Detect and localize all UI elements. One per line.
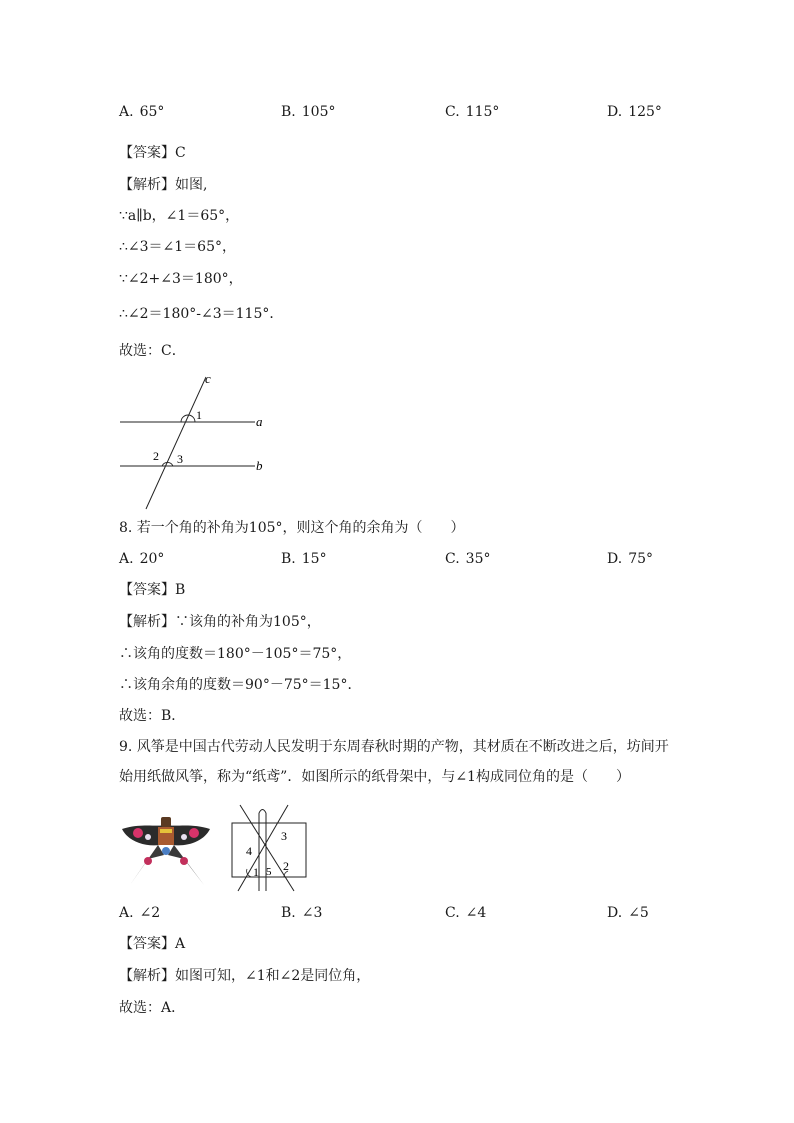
kite-flower bbox=[181, 834, 187, 840]
kite-right-tail bbox=[168, 845, 204, 885]
q9-analysis-line: 【解析】如图可知，∠1和∠2是同位角， bbox=[119, 968, 371, 984]
frame-label-5: 5 bbox=[266, 866, 272, 878]
q9-analysis-line: 故选：A． bbox=[119, 1000, 186, 1016]
q9-stem-line: 始用纸做风筝，称为“纸鸢”．如图所示的纸骨架中，与∠1构成同位角的是（ ） bbox=[119, 769, 630, 785]
q7-analysis-line: ∵a∥b，∠1＝65°， bbox=[119, 208, 240, 224]
kite-illustration bbox=[118, 815, 214, 887]
kite-frame-figure bbox=[230, 803, 312, 893]
q7-option-d: D. 125° bbox=[607, 104, 662, 120]
q9-stem-line: 9. 风筝是中国古代劳动人民发明于东周春秋时期的产物，其材质在不断改进之后，坊间开 bbox=[119, 739, 669, 755]
q7-analysis-line: ∴∠3＝∠1＝65°， bbox=[119, 239, 236, 255]
q7-analysis-line: ∴∠2＝180°-∠3＝115°． bbox=[119, 306, 284, 322]
kite-stripe bbox=[160, 829, 172, 833]
label-3: 3 bbox=[177, 452, 183, 466]
label-2: 2 bbox=[153, 449, 159, 463]
q7-analysis-line: 【解析】如图, bbox=[119, 177, 208, 193]
q9-answer: 【答案】A bbox=[119, 936, 186, 952]
kite-left-tail bbox=[130, 845, 164, 885]
q7-options bbox=[119, 103, 679, 121]
q9-option-c: C. ∠4 bbox=[445, 905, 487, 921]
label-1: 1 bbox=[196, 408, 202, 422]
label-c: c bbox=[205, 371, 211, 386]
q8-answer: 【答案】B bbox=[119, 582, 186, 598]
kite-head bbox=[161, 817, 171, 827]
q9-option-d: D. ∠5 bbox=[607, 905, 649, 921]
frame-top-cap bbox=[259, 810, 266, 814]
q8-option-a: A. 20° bbox=[119, 551, 165, 567]
q8-stem: 8. 若一个角的补角为105°，则这个角的余角为（ ） bbox=[119, 520, 465, 536]
q8-options bbox=[119, 550, 679, 568]
q7-answer: 【答案】C bbox=[119, 145, 186, 161]
kite-flower bbox=[145, 834, 151, 840]
kite-flower bbox=[144, 857, 152, 865]
q7-option-b: B. 105° bbox=[281, 104, 336, 120]
q8-option-c: C. 35° bbox=[445, 551, 491, 567]
kite-flower bbox=[133, 828, 143, 838]
kite-flower bbox=[180, 857, 188, 865]
label-b: b bbox=[256, 458, 263, 473]
q8-analysis-line: 【解析】∵该角的补角为105°， bbox=[119, 614, 321, 630]
q7-option-c: C. 115° bbox=[445, 104, 500, 120]
q9-options bbox=[119, 904, 679, 922]
kite-flower bbox=[162, 847, 170, 855]
kite-flower bbox=[189, 828, 199, 838]
frame-label-3: 3 bbox=[281, 829, 287, 843]
frame-label-4: 4 bbox=[246, 844, 252, 858]
q8-analysis-line: ∴该角的度数＝180°－105°＝75°， bbox=[119, 646, 352, 662]
q7-analysis-line: 故选：C． bbox=[119, 343, 186, 359]
q8-option-b: B. 15° bbox=[281, 551, 327, 567]
angle-1-arc bbox=[247, 869, 252, 877]
label-a: a bbox=[256, 414, 263, 429]
q8-option-d: D. 75° bbox=[607, 551, 654, 567]
q7-option-a: A. 65° bbox=[119, 104, 165, 120]
q9-option-b: B. ∠3 bbox=[281, 905, 323, 921]
q8-analysis-line: 故选：B． bbox=[119, 708, 186, 724]
transversal-c bbox=[146, 377, 206, 509]
frame-label-1: 1 bbox=[253, 865, 259, 879]
q9-option-a: A. ∠2 bbox=[119, 905, 161, 921]
angle-2-3-arc bbox=[162, 462, 173, 466]
parallel-lines-figure bbox=[115, 368, 275, 513]
q8-analysis-line: ∴该角余角的度数＝90°－75°＝15°． bbox=[119, 677, 362, 693]
frame-label-2: 2 bbox=[283, 859, 289, 873]
q7-analysis-line: ∵∠2+∠3＝180°， bbox=[119, 271, 243, 287]
